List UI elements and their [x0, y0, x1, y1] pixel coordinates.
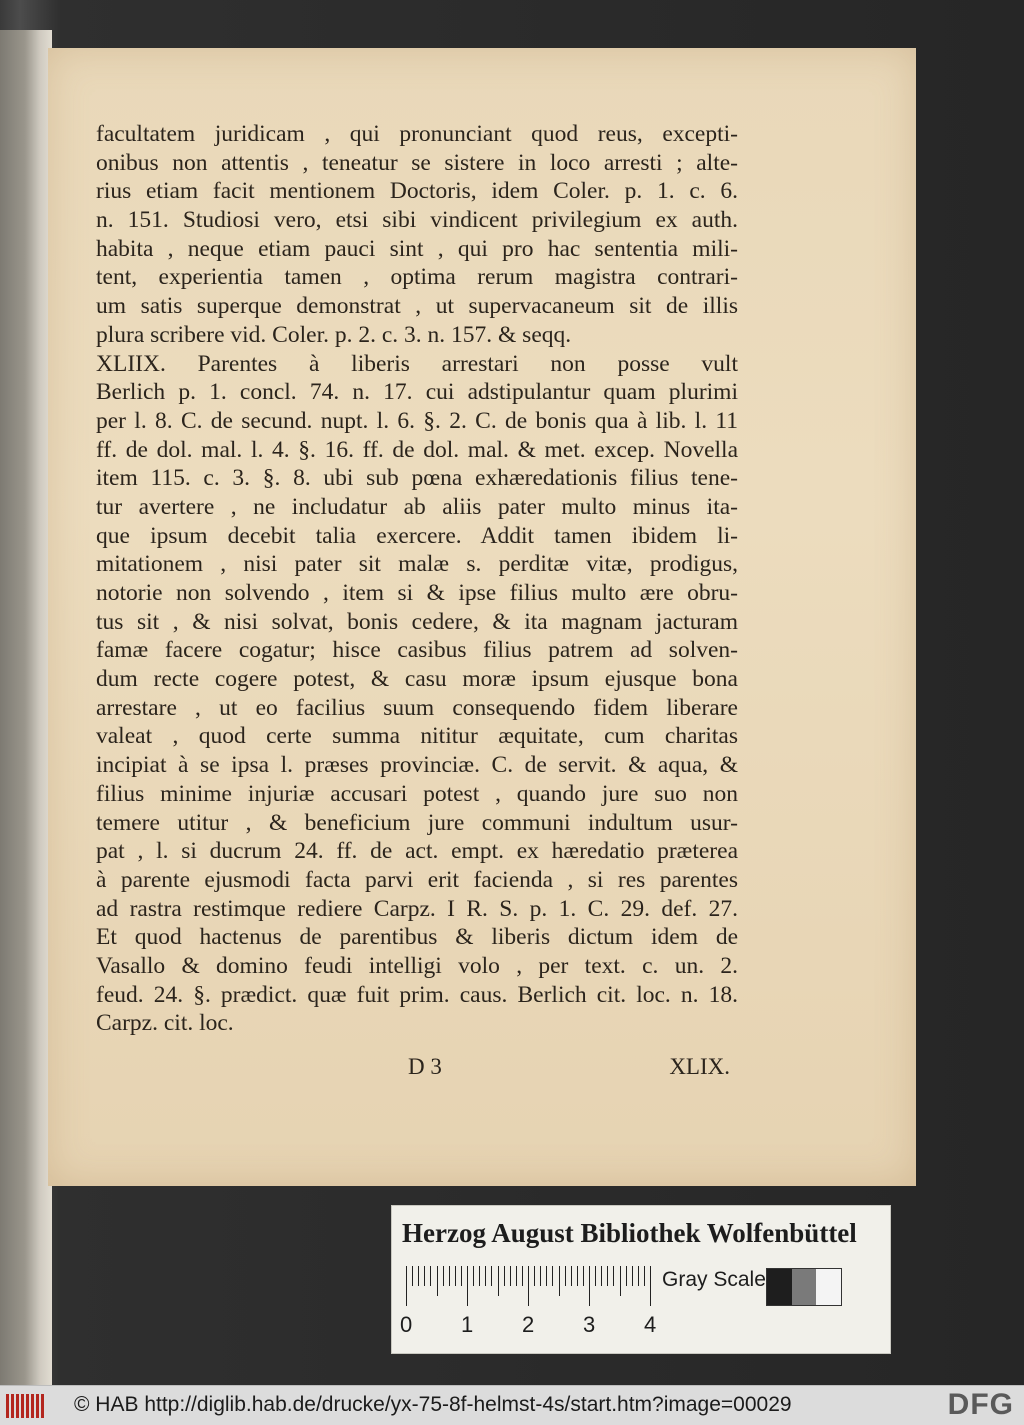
ruler-tick — [565, 1266, 566, 1286]
text-line: ad rastra restimque rediere Carpz. I R. S. p. 1. C. 29. def. 27. — [96, 895, 738, 922]
text-line: filius minime injuriæ accusari potest , quando jure suo non — [96, 780, 738, 807]
ruler-number: 4 — [644, 1312, 657, 1337]
ruler-number: 1 — [461, 1312, 474, 1337]
ruler-tick — [485, 1266, 486, 1286]
text-line: XLIIX. Parentes à liberis arrestari non posse vult — [96, 350, 738, 377]
text-line: que ipsum decebit talia exercere. Addit tamen ibidem li- — [96, 522, 738, 549]
ruler-tick — [498, 1266, 499, 1296]
ruler-tick — [583, 1266, 584, 1286]
ruler-tick — [412, 1266, 413, 1286]
ruler-tick — [528, 1266, 529, 1306]
text-line: temere utitur , & beneficium jure communi indultum usur- — [96, 809, 738, 836]
ruler-tick — [552, 1266, 553, 1286]
previous-page-edge — [0, 30, 52, 1385]
library-label — [391, 1205, 891, 1354]
text-line: dum recte cogere potest, & casu moræ ipsum ejusque bona — [96, 666, 738, 693]
text-line: per l. 8. C. de secund. nupt. l. 6. §. 2. C. de bonis qua à lib. l. 11 — [96, 407, 738, 434]
bottom-bar — [0, 1385, 1024, 1425]
ruler-tick — [443, 1266, 444, 1286]
ruler-tick — [650, 1266, 651, 1306]
text-line: tus sit , & nisi solvat, bonis cedere, & ita magnam jacturam — [96, 608, 738, 635]
text-line: rius etiam facit mentionem Doctoris, idem Coler. p. 1. c. 6. — [96, 178, 738, 205]
text-line: arrestare , ut eo facilius suum consequendo fidem liberare — [96, 694, 738, 721]
ruler-tick — [644, 1266, 645, 1286]
ruler-tick — [510, 1266, 511, 1286]
text-line: Berlich p. 1. concl. 74. n. 17. cui adstipulantur quam plurimi — [96, 379, 738, 406]
ruler-tick — [516, 1266, 517, 1286]
ruler-tick — [467, 1266, 468, 1306]
ruler-tick — [437, 1266, 438, 1296]
ruler-tick — [418, 1266, 419, 1286]
ruler-tick — [638, 1266, 639, 1286]
text-line: feud. 24. §. prædict. quæ fuit prim. caus. Berlich cit. loc. n. 18. — [96, 981, 738, 1008]
text-line: facultatem juridicam , qui pronunciant quod reus, excepti- — [96, 121, 738, 147]
ruler-tick — [601, 1266, 602, 1286]
ruler-tick — [461, 1266, 462, 1286]
ruler-tick — [534, 1266, 535, 1286]
ruler-tick — [620, 1266, 621, 1296]
text-line: item 115. c. 3. §. 8. ubi sub pœna exhæredationis filius tene- — [96, 465, 738, 492]
text-line: famæ facere cogatur; hisce casibus filius patrem ad solven- — [96, 637, 738, 664]
ruler-tick — [522, 1266, 523, 1286]
text-line: valeat , quod certe summa nititur æquitate, cum charitas — [96, 723, 738, 750]
text-line: pat , l. si ducrum 24. ff. de act. empt. ex hæredatio præterea — [96, 838, 738, 865]
text-line: tent, experientia tamen , optima rerum magistra contrari- — [96, 264, 738, 291]
ruler-number: 0 — [400, 1312, 413, 1337]
ruler-tick — [632, 1266, 633, 1286]
text-line: ff. de dol. mal. l. 4. §. 16. ff. de dol. mal. & met. excep. Novella — [96, 436, 738, 463]
text-line: mitationem , nisi pater sit malæ s. perditæ vitæ, prodigus, — [96, 551, 738, 578]
ruler-tick — [504, 1266, 505, 1286]
ruler-tick — [589, 1266, 590, 1306]
scale-ruler — [406, 1266, 656, 1306]
page-text — [96, 120, 738, 1038]
ruler-number: 2 — [522, 1312, 535, 1337]
ruler-tick — [595, 1266, 596, 1286]
ruler-tick — [424, 1266, 425, 1286]
ruler-tick — [613, 1266, 614, 1286]
text-line: tur avertere , ne includatur ab aliis pater multo minus ita- — [96, 493, 738, 520]
ruler-tick — [455, 1266, 456, 1286]
text-line: notorie non solvendo , item si & ipse filius multo ære obru- — [96, 580, 738, 606]
text-line: incipiat à se ipsa l. præses provinciæ. C. de servit. & aqua, & — [96, 752, 738, 779]
text-line: onibus non attentis , teneatur se sistere in loco arresti ; alte- — [96, 149, 738, 176]
catchword: XLIX. — [669, 1054, 730, 1079]
ruler-tick — [449, 1266, 450, 1286]
page-footer — [96, 1054, 738, 1084]
gray-scale-swatches — [766, 1268, 842, 1306]
ruler-numbers — [400, 1312, 660, 1338]
gray-swatch — [816, 1269, 841, 1305]
ruler-tick — [491, 1266, 492, 1286]
ruler-tick — [540, 1266, 541, 1286]
ruler-tick — [559, 1266, 560, 1296]
text-line: habita , neque etiam pauci sint , qui pro hac sententia mili- — [96, 235, 738, 262]
ruler-number: 3 — [583, 1312, 596, 1337]
ruler-tick — [577, 1266, 578, 1286]
ruler-tick — [626, 1266, 627, 1286]
ruler-tick — [571, 1266, 572, 1286]
library-name: Herzog August Bibliothek Wolfenbüttel — [402, 1218, 857, 1248]
text-line: à parente ejusmodi facta parvi erit facienda , si res parentes — [96, 866, 738, 893]
barcode-icon — [6, 1394, 46, 1418]
ruler-tick — [406, 1266, 407, 1306]
signature-mark: D 3 — [408, 1054, 442, 1079]
gray-swatch — [767, 1269, 792, 1305]
text-line: Carpz. cit. loc. — [96, 1010, 234, 1037]
gray-swatch — [792, 1269, 817, 1305]
ruler-tick — [473, 1266, 474, 1286]
text-line: Vasallo & domino feudi intelligi volo , per text. c. un. 2. — [96, 952, 738, 979]
dfg-logo: DFG — [947, 1388, 1014, 1421]
text-line: n. 151. Studiosi vero, etsi sibi vindicent privilegium ex auth. — [96, 207, 738, 234]
ruler-tick — [607, 1266, 608, 1286]
ruler-tick — [546, 1266, 547, 1286]
ruler-tick — [479, 1266, 480, 1286]
gray-scale-label: Gray Scale — [662, 1268, 766, 1291]
copyright-link[interactable]: © HAB http://diglib.hab.de/drucke/yx-75-8f-helmst-4s/start.htm?image=00029 — [74, 1393, 792, 1416]
text-line: plura scribere vid. Coler. p. 2. c. 3. n. 157. & seqq. — [96, 321, 572, 348]
text-line: um satis superque demonstrat , ut supervacaneum sit de illis — [96, 293, 738, 320]
ruler-tick — [430, 1266, 431, 1286]
text-line: Et quod hactenus de parentibus & liberis dictum idem de — [96, 924, 738, 951]
